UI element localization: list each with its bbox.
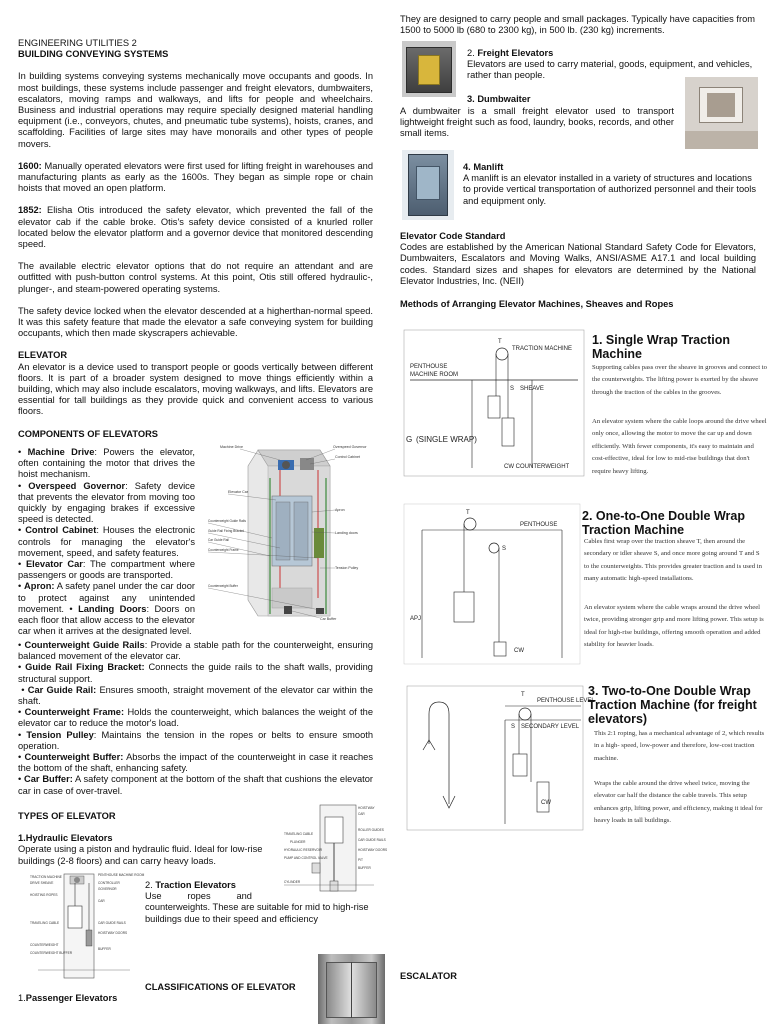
traction-text: counterweights. These are suitable for mid to high-rise buildings due to their speed and efficiency [145,902,369,924]
elevator-diagram-svg [200,438,375,623]
classifications-heading: CLASSIFICATIONS OF ELEVATOR [145,982,296,992]
diagram-label: BUFFER [98,947,111,951]
dumbwaiter-photo [685,77,758,149]
history-1600-label: 1600: [18,160,42,171]
sketch-penthouse: PENTHOUSE [520,522,558,528]
component-text: : Provide a stable path for the counterweight, ensuring balanced movement of the elevator car. [18,640,373,662]
component-overspeed-governor: • Overspeed Governor: Safety device that prevents the elevator from moving too quickly by engaging brakes if excessive speed is detected. [18,480,195,525]
sketch-machine-room: MACHINE ROOM [410,372,458,378]
sketch-penthouse: PENTHOUSE [410,364,448,370]
label-cw-buffer: Counterweight Buffer [208,584,238,588]
types-heading: TYPES OF ELEVATOR [18,811,116,821]
component-car-guide-rail: • Car Guide Rail: Ensures smooth, straight movement of the elevator car within the shaft. [18,684,373,707]
method-3-title: 3. Two-to-One Double Wrap Traction Machine (for freight elevators) [588,684,757,726]
diagram-label: CONTROLLER [98,881,120,885]
method-3-p2: Wraps the cable around the drive wheel twice, moving the elevator car half the distance the cable travels. This setup enhances grip, lifting power, and efficiency, making it ideal for heavy loads in tall buildings. [594,780,763,825]
manlift-photo [402,150,454,220]
elevator-components-diagram [200,438,375,623]
components-list-narrow [18,447,195,637]
diagram-label: HYDRAULIC RESERVOIR [284,848,323,852]
dumbwaiter-text: A dumbwaiter is a small freight elevator used to transport lightweight freight such as food, laundry, books, records, and other small items. [400,106,674,139]
manlift-section [463,162,757,207]
passenger-text: They are designed to carry people and small packages. Typically have capacities from 1500 to 5000 lb (680 to 2300 kg), in 500 lb. (230 kg) increments. [400,14,755,36]
sketch-g: G [406,435,413,444]
method-1-title: 1. Single Wrap Traction Machine [592,333,730,361]
component-label: Car Buffer: [24,774,73,785]
label-apron: Apron [335,508,345,512]
component-label: Counterweight Frame: [24,707,125,718]
diagram-label: PUMP AND CONTROL VALVE [284,856,328,860]
sketch-wrap: (SINGLE WRAP) [416,435,477,444]
component-label: Machine Drive [27,447,95,457]
label-car-buffer: Car Buffer [320,617,337,621]
component-rail-bracket: • Guide Rail Fixing Bracket: Connects the guide rails to the shaft walls, providing structural support. [18,662,373,684]
traction-heading: Traction Elevators [155,880,236,890]
electric-paragraph: The available electric elevator options that do not require an attendant and are outfitted with push-button control systems. At this point, Otis still offered hydraulic-, plunger-, and steam-powered operating systems. [18,261,373,294]
diagram-label: CAR [358,812,365,816]
freight-text: Elevators are used to carry material, goods, equipment, and vehicles, rather than people. [467,59,753,81]
sketch-sheave: SHEAVE [520,386,544,392]
component-text: Ensures smooth, straight movement of the elevator car within the shaft. [18,684,373,707]
history-1600 [18,161,373,195]
diagram-label: BUFFER [358,866,371,870]
types-section [18,811,273,867]
sketch-secondary: SECONDARY LEVEL [521,724,580,730]
components-heading: COMPONENTS OF ELEVATORS [18,428,158,439]
safety-paragraph: The safety device locked when the elevator descended at a higherthan-normal speed. It was this safety feature that made the elevator a safe conveying system for building occupants, which then made skyscrapers achievable. [18,305,373,339]
label-control-cabinet: Control Cabinet [335,455,360,459]
method-1-p1: Supporting cables pass over the sheave in grooves and connect to the counterweights. The lifting power is exerted by the sheave through the traction of the cables in the grooves. [592,364,767,396]
hydraulic-heading: 1.Hydraulic Elevators [18,833,113,844]
component-text: Connects the guide rails to the shaft walls, providing structural support. [18,662,373,684]
component-text: A safety component at the bottom of the shaft that cushions the elevator car in case of over-travel. [18,774,374,796]
component-label: Apron: [24,581,55,592]
method-two-to-one [400,682,768,834]
diagram-label: DRIVE SHEAVE [30,881,54,885]
component-machine-drive: • Machine Drive: Powers the elevator, often containing the motor that drives the hoist mechanism. [18,447,195,480]
sketch-cw: CW COUNTERWEIGHT [504,464,570,470]
sketch-s: S [502,546,507,552]
manlift-text: A manlift is an elevator installed in a variety of structures and locations to provide vertical transportation of authorized personnel and their tools and equipment only. [463,173,757,206]
component-cw-guide-rails: • Counterweight Guide Rails: Provide a stable path for the counterweight, ensuring balanced movement of the elevator car. [18,640,373,662]
history-1852 [18,205,373,250]
component-cw-buffer: • Counterweight Buffer: Absorbs the impact of the counterweight in case it reaches the bottom of the shaft, enhancing safety. [18,752,373,774]
freight-heading: Freight Elevators [477,48,554,58]
component-label: Elevator Car [25,559,83,570]
elevator-paragraph: An elevator is a device used to transport people or goods vertically between different floors. It is part of a broader system designed to move things efficiently within a building, which may also include escalators, moving walkways, and lifts. Elevators are essential for tall buildings as they provide quick and convenient access to various floors. [18,361,373,417]
diagram-label: HOISTWAY DOORS [98,931,128,935]
diagram-label: ROLLER GUIDES [358,828,384,832]
page-title: BUILDING CONVEYING SYSTEMS [18,49,169,60]
diagram-label: CYLINDER [284,880,301,884]
sketch-t: T [521,692,525,698]
components-list-wide [18,640,373,797]
diagram-label: HOISTWAY [358,806,375,810]
label-rail-bracket: Guide Rail Fixing Bracket [208,529,244,533]
component-cw-frame: • Counterweight Frame: Holds the counterweight, which balances the weight of the elevator car to reduce the motor's load. [18,707,373,729]
label-landing-doors: Landing doors [335,531,358,535]
freight-number: 2. [467,48,478,58]
method-2-p1: Cables first wrap over the traction sheave T, then around the secondary or idler sheave S, and once more going around T and S to the counterweights. This provides greater traction and is used in many automatic high-speed installations. [584,538,762,583]
method-3-p1: This 2:1 roping, has a mechanical advantage of 2, which results in a high- speed, low-power and therefore, low-cost traction machine. [594,730,765,762]
sketch-cw: CW [541,800,551,806]
intro-paragraph: In building systems conveying systems mechanically move occupants and goods. In most buildings, these systems include passenger and freight elevators, dumbwaiters, escalators, moving ramps and walkways, and lifts for people and wheelchairs. Business and industrial operations may require specially designed material handling equipment (i.e., conveyors, chutes, and pneumatic tube systems), hoists, cranes, and scaffolding. Facilities of large sites may have monorails and other types of people movers. [18,71,373,149]
component-label: Guide Rail Fixing Bracket: [25,662,145,673]
sketch-s: S [511,724,516,730]
history-1852-text: Elisha Otis introduced the safety elevator, which prevented the fall of the elevator cab if the cable broke. Otis's safety device consisted of a knurled roller located below the elevator platform and a governor device that monitored descending speed. [18,205,373,250]
label-car-guide-rail: Car Guide Rail [208,538,229,542]
history-1852-label: 1852: [18,205,42,216]
diagram-label: TRAVELING CABLE [30,921,60,925]
code-section [400,231,756,287]
sketch-traction: TRACTION MACHINE [512,346,572,352]
diagram-label: CAR [98,899,105,903]
sketch-cw: CW [514,648,524,654]
method-single-wrap [400,326,768,486]
component-text: Holds the counterweight, which balances the weight of the elevator car to reduce the motor's load. [18,707,373,729]
freight-elevator-photo [402,41,456,97]
diagram-label: CAR GUIDE RAILS [98,921,126,925]
code-text: Codes are established by the American National Standard Safety Code for Elevators, Dumbwaiters, Escalators and Moving Walks, ANSI/ASME A17.1 and local building codes. Standard sizes and shapes for elevators are determined by the National Elevator Industries, Inc. (NEII) [400,242,756,286]
left-column [18,38,373,440]
component-label: Control Cabinet [25,525,97,536]
component-control-cabinet: • Control Cabinet: Houses the electronic controls for managing the elevator's movement, speed, and safety features. [18,525,195,558]
diagram-label: GOVERNOR [98,887,117,891]
label-cw-frame: Counterweight Frame [208,548,239,552]
label-overspeed-governor: Overspeed Governor [333,445,367,449]
sketch-t: T [498,339,502,345]
component-text: Absorbs the impact of the counterweight in case it reaches the bottom of the shaft, enhancing safety. [18,752,373,774]
hydraulic-text: Operate using a piston and hydraulic fluid. Ideal for low-rise buildings (2-8 floors) and can carry heavy loads. [18,844,263,866]
component-text: : The compartment where passengers or goods are transported. [18,559,195,581]
component-label: Tension Pulley [26,729,94,740]
component-text: A safety panel under the car door to protect against any unintended movement. [18,581,195,614]
passenger-heading: Passenger Elevators [25,993,118,1003]
diagram-label: PIT [358,858,363,862]
passenger-heading-line [18,993,117,1004]
manlift-heading: 4. Manlift [463,162,504,172]
single-wrap-sketch [402,328,586,478]
diagram-label: TRACTION MACHINE [30,875,62,879]
diagram-label: COUNTERWEIGHT [30,943,59,947]
method-2-title: 2. One-to-One Double Wrap Traction Machine [582,509,745,537]
method-1-p2: An elevator system where the cable loops around the drive wheel only once, allowing the motor to move the car up and down efficiently. With fewer components, it's easy to maintain and cost-effective, ideal for low to mid-rise buildings that don't require heavy lifting. [592,418,767,475]
history-1600-text: Manually operated elevators were first used for lifting freight in warehouses and manufacturing plants as early as the 1600s. They began as simple rope or chain hoists that moved an open platform. [18,160,373,194]
diagram-label: PLUNGER [290,840,306,844]
traction-section [145,880,373,925]
label-tension-pulley: Tension Pulley [335,566,359,570]
method-2-p2: An elevator system where the cable wraps around the drive wheel twice, providing stronger grip and more lifting power. This setup is ideal for high-rise buildings, offering smooth operation and added stability for heavier loads. [584,604,764,649]
passenger-number: 1. [18,993,26,1003]
methods-heading: Methods of Arranging Elevator Machines, Sheaves and Ropes [400,299,674,309]
traction-diagram-svg [28,870,145,982]
component-text: : Powers the elevator, often containing the motor that drives the hoist mechanism. [18,447,195,480]
label-machine-drive: Machine Drive [220,445,243,449]
sketch-s: S [510,386,515,392]
component-label: Landing Doors [78,603,147,614]
one-to-one-sketch [402,502,582,667]
component-label: Counterweight Guide Rails [24,640,145,650]
diagram-label: CAR GUIDE RAILS [358,838,386,842]
traction-elevator-diagram [28,870,145,982]
traction-number: 2. [145,880,156,890]
component-tension-pulley: • Tension Pulley: Maintains the tension in the ropes or belts to ensure smooth operation. [18,729,373,751]
sketch-penthouse: PENTHOUSE LEVEL [537,698,595,704]
component-text: : Doors on each floor that allow access to the elevator car when it arrives at the designated level. [18,603,196,637]
component-label: Car Guide Rail: [27,684,97,695]
elevator-heading: ELEVATOR [18,350,68,361]
sketch-apj: APJ [410,616,422,622]
two-to-one-sketch [405,684,595,832]
passenger-elevator-photo [318,954,385,1024]
component-elevator-car: • Elevator Car: The compartment where passengers or goods are transported. [18,559,195,581]
component-text: : Houses the electronic controls for managing the elevator's movement, speed, and safety features. [18,525,195,558]
component-text: : Maintains the tension in the ropes or belts to ensure smooth operation. [18,729,373,751]
traction-line1: Use ropes and [145,891,252,902]
diagram-label: HOISTING ROPES [30,893,58,897]
component-text: : Safety device that prevents the elevator from moving too quickly by engaging brakes if excessive speed is detected. [18,480,195,525]
dumbwaiter-heading: 3. Dumbwaiter [467,94,531,104]
component-apron-landing: • Apron: A safety panel under the car door to protect against any unintended movement. • Landing Doors: Doors on each floor that allow access to the elevator car when it arrives at the designated level. [18,581,196,637]
component-label: Overspeed Governor [28,480,126,491]
label-cw-guide-rails: Counterweight Guide Rails [208,519,246,523]
sketch-t: T [466,510,470,516]
course-title: ENGINEERING UTILITIES 2 [18,38,137,48]
label-elevator-car: Elevator Car [228,490,248,494]
freight-heading-line [467,48,757,59]
diagram-label: COUNTERWEIGHT BUFFER [30,951,73,955]
method-one-to-one [400,500,768,670]
traction-heading-line [145,880,373,891]
component-car-buffer: • Car Buffer: A safety component at the bottom of the shaft that cushions the elevator car in case of over-travel. [18,774,374,796]
diagram-label: TRAVELING CABLE [284,832,314,836]
escalator-heading: ESCALATOR [400,971,457,981]
diagram-label: PENTHOUSE MACHINE ROOM [98,873,145,877]
diagram-label: HOISTWAY DOORS [358,848,388,852]
code-heading: Elevator Code Standard [400,231,506,241]
component-label: Counterweight Buffer: [24,752,124,763]
